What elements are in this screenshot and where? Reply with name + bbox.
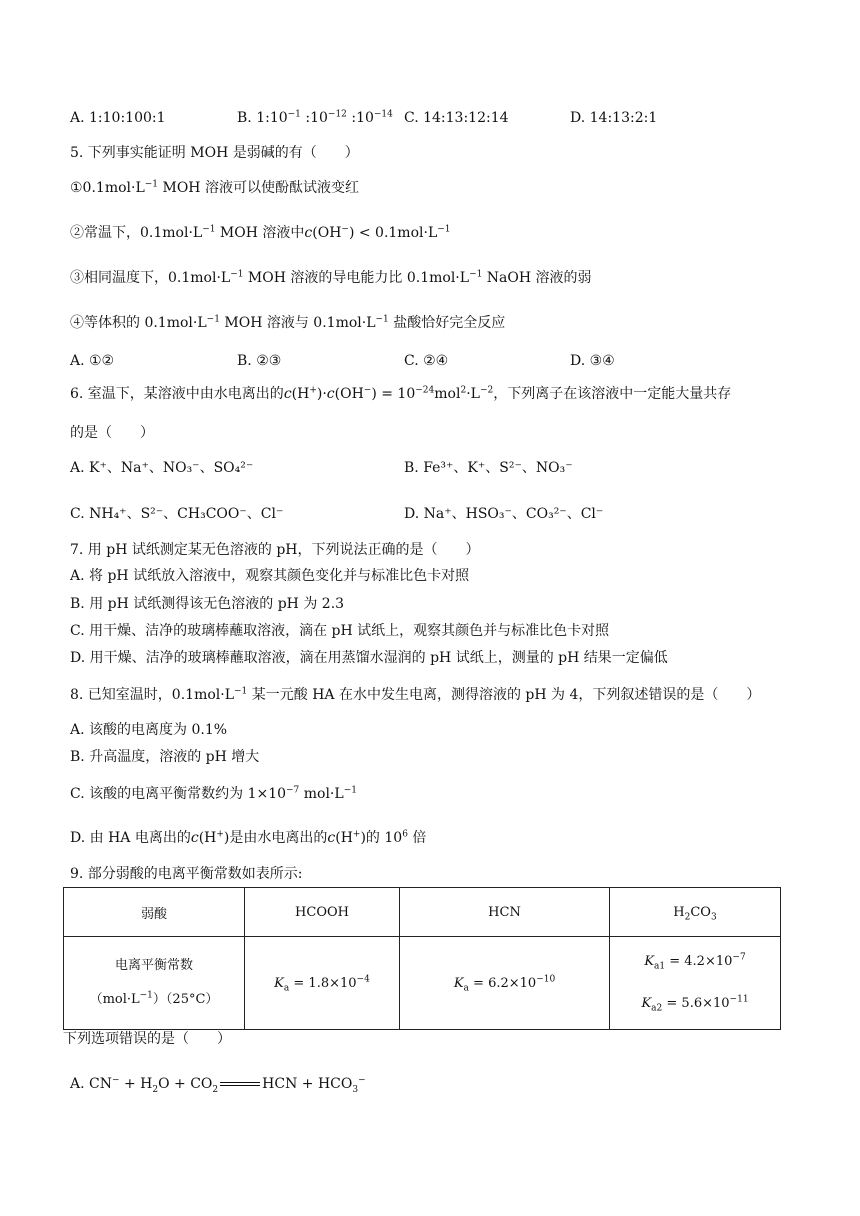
q5-option-b: B. ②③	[237, 353, 282, 369]
q9-option-a: A. $CN^- + H_2O + CO_2$ HCN + $HCO_3^-$	[70, 1075, 366, 1095]
q5-statement-2: ②常温下，$0.1mol\cdot L^{-1}$ MOH 溶液中$c(OH^-) < 0.1mol\cdot L^{-1}$	[70, 224, 451, 241]
table-cell-h2co3-ka: $K_{a1} = 4.2\times 10^{-7}$ $K_{a2} = 5.6\times 10^{-11}$	[610, 937, 781, 1030]
ka-table	[63, 887, 781, 1030]
q5-statement-3: ③相同温度下，$0.1mol\cdot L^{-1}$ MOH 溶液的导电能力比 $0.1mol\cdot L^{-1}$ NaOH 溶液的弱	[70, 269, 592, 286]
table-header-hcn: HCN	[400, 888, 610, 937]
q6-option-a: A. K⁺、Na⁺、NO₃⁻、SO₄²⁻	[70, 460, 254, 476]
q6-stem-cont: 的是（ ）	[70, 425, 154, 441]
q4-option-b: B. $1:10^{-1}$ $:10^{-12}$ $:10^{-14}$	[237, 109, 393, 126]
q7-stem: 7. 用 pH 试纸测定某无色溶液的 pH，下列说法正确的是（ ）	[70, 542, 480, 558]
q6-option-c: C. NH₄⁺、S²⁻、CH₃COO⁻、Cl⁻	[70, 506, 284, 522]
q8-option-c: C. 该酸的电离平衡常数约为 $1\times 10^{-7}$ $mol\cdot L^{-1}$	[70, 785, 357, 802]
q6-option-d: D. Na⁺、HSO₃⁻、CO₃²⁻、Cl⁻	[404, 506, 604, 522]
table-row-label: 电离平衡常数 $(mol\cdot L^{-1})(25^\circ C)$	[64, 937, 245, 1030]
q5-option-c: C. ②④	[404, 353, 449, 369]
equals-sign-icon	[220, 1082, 260, 1086]
q8-stem: 8. 已知室温时，$0.1mol\cdot L^{-1}$ 某一元酸 HA 在水中发生电离，测得溶液的 pH 为 4，下列叙述错误的是（ ）	[70, 686, 761, 703]
table-cell-hcooh-ka: $K_a = 1.8\times 10^{-4}$	[245, 937, 400, 1030]
q5-option-a: A. ①②	[70, 353, 115, 369]
table-header-h2co3: $H_2CO_3$	[610, 888, 781, 937]
q9-follow: 下列选项错误的是（ ）	[63, 1031, 231, 1047]
q5-stem: 5. 下列事实能证明 MOH 是弱碱的有（ ）	[70, 145, 359, 161]
q7-option-c: C. 用干燥、洁净的玻璃棒蘸取溶液，滴在 pH 试纸上，观察其颜色并与标准比色卡对照	[70, 623, 610, 639]
q4-option-d: D. 14:13:2:1	[570, 110, 658, 126]
q8-option-b: B. 升高温度，溶液的 pH 增大	[70, 749, 260, 765]
q9-stem: 9. 部分弱酸的电离平衡常数如表所示:	[70, 866, 303, 882]
q6-option-b: B. Fe³⁺、K⁺、S²⁻、NO₃⁻	[404, 460, 573, 476]
q5-statement-1: $①0.1mol\cdot L^{-1}$ MOH 溶液可以使酚酞试液变红	[70, 179, 359, 196]
q7-option-d: D. 用干燥、洁净的玻璃棒蘸取溶液，滴在用蒸馏水湿润的 pH 试纸上，测量的 pH 结果一定偏低	[70, 650, 668, 666]
q8-option-a: A. 该酸的电离度为 0.1%	[70, 722, 228, 738]
q4-option-c: C. 14:13:12:14	[404, 110, 509, 126]
q7-option-a: A. 将 pH 试纸放入溶液中，观察其颜色变化并与标准比色卡对照	[70, 568, 470, 584]
q7-option-b: B. 用 pH 试纸测得该无色溶液的 pH 为 2.3	[70, 596, 345, 612]
q8-option-d: D. 由 HA 电离出的c(H+)是由水电离出的c(H+)的 $10^6$ 倍	[70, 829, 427, 846]
table-header-hcooh: HCOOH	[245, 888, 400, 937]
q4-option-a: A. 1:10:100:1	[70, 110, 166, 126]
q6-stem: 6. 室温下，某溶液中由水电离出的$c(H^+)\cdot c(OH^-) = 10^{-24}mol^2\cdot L^{-2}$，下列离子在该溶液中一定能大量共存	[70, 385, 732, 402]
q5-option-d: D. ③④	[570, 353, 615, 369]
q5-statement-4: ④等体积的 $0.1mol\cdot L^{-1}$ MOH 溶液与 $0.1mol\cdot L^{-1}$ 盐酸恰好完全反应	[70, 314, 506, 331]
table-cell-hcn-ka: $K_a = 6.2\times 10^{-10}$	[400, 937, 610, 1030]
table-header-acid: 弱酸	[64, 888, 245, 937]
